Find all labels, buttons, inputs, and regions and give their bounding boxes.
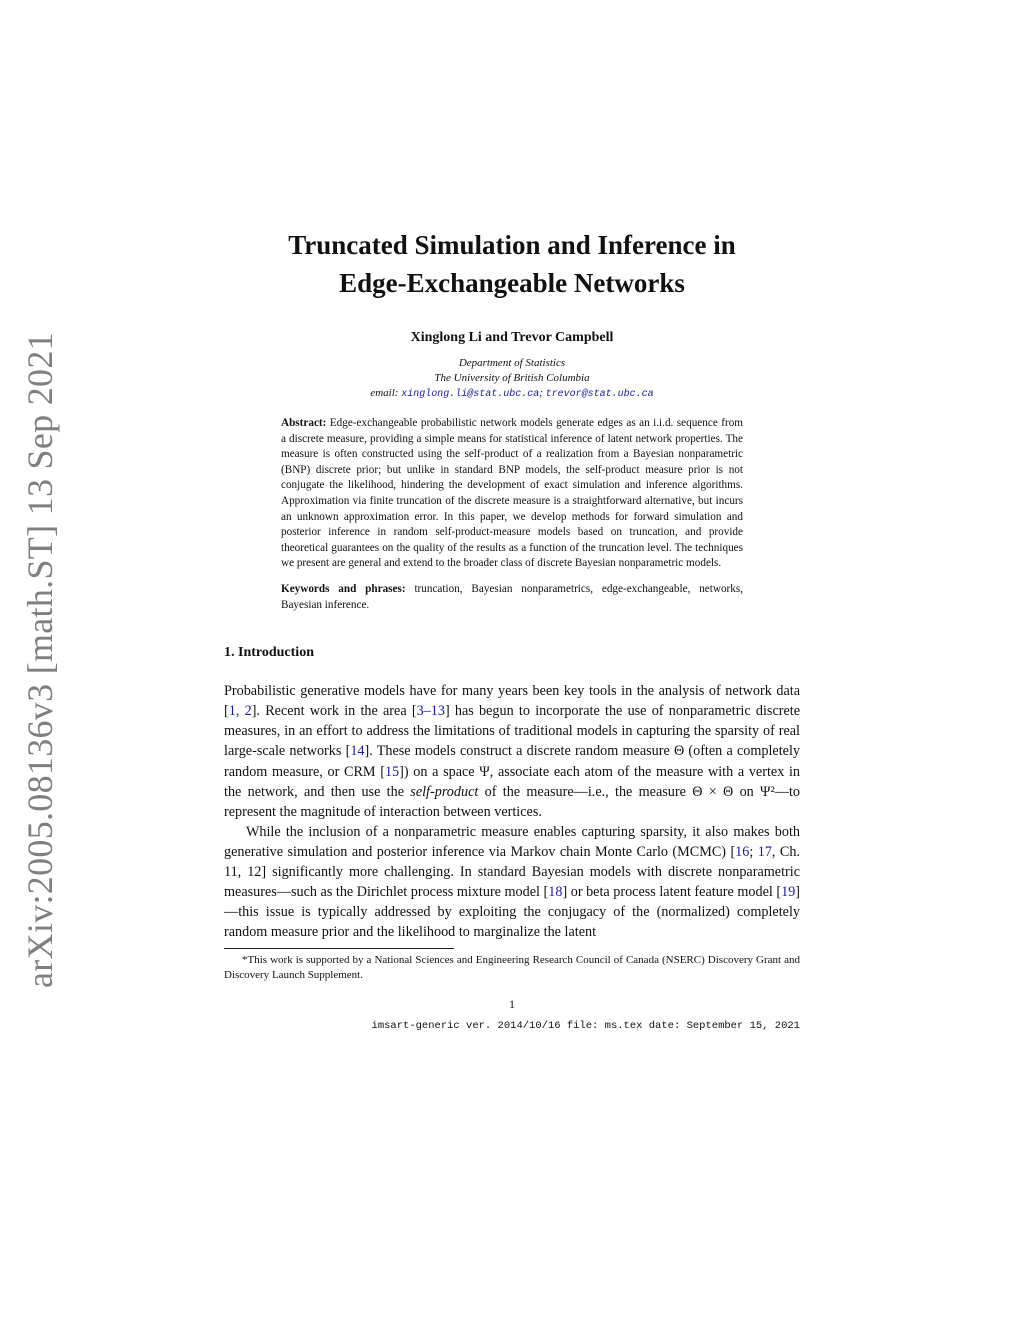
arxiv-watermark [0, 332, 80, 988]
email-separator: ; [539, 387, 543, 399]
text-run: , Ch. 11, 12] significantly more challenging. In standard Bayesian models with discrete nonparametric measures—such as the Dirichlet process mixture model [ [224, 843, 800, 901]
citation-link[interactable]: 17 [757, 843, 772, 860]
emphasis: self-product [410, 783, 479, 800]
imsart-footer: imsart-generic ver. 2014/10/16 file: ms.tex date: September 15, 2021 [371, 1020, 800, 1033]
affiliation [224, 356, 800, 402]
paragraph-2 [224, 822, 800, 943]
keywords-text: truncation, Bayesian nonparametrics, edge-exchangeable, networks, Bayesian inference. [281, 582, 744, 611]
body-text [224, 681, 800, 942]
citation-link[interactable]: 1, 2 [228, 703, 252, 720]
keywords [281, 582, 743, 613]
email-label: email: [370, 387, 399, 399]
department: Department of Statistics [458, 357, 566, 369]
citation-link[interactable]: 14 [350, 743, 365, 760]
email-link-2[interactable]: trevor@stat.ubc.ca [545, 389, 654, 400]
text-run: ]. These models construct a discrete random measure Θ (often a completely random measure, or CRM [ [224, 743, 800, 780]
text-run: ]. Recent work in the area [ [251, 703, 417, 720]
paper-page [224, 226, 800, 1032]
title-line-2: Edge-Exchangeable Networks [339, 268, 685, 298]
text-run: ]—this issue is typically addressed by exploiting the conjugacy of the (normalized) completely random measure prior and the likelihood to marginalize the latent [224, 884, 801, 941]
section-heading: 1. Introduction [224, 645, 314, 661]
text-run: of the measure—i.e., the measure Θ × Θ on Ψ²—to represent the magnitude of interaction between vertices. [224, 783, 800, 820]
text-run: ] has begun to incorporate the use of nonparametric discrete measures, in an effort to address the limitations of traditional models in capturing the sparsity of real large-scale networks [ [224, 703, 801, 760]
citation-link[interactable]: 16 [735, 843, 750, 860]
paper-title [224, 226, 800, 302]
title-line-1: Truncated Simulation and Inference in [288, 230, 736, 260]
abstract [281, 416, 743, 613]
citation-link[interactable]: 15 [384, 763, 400, 780]
citation-link[interactable]: 19 [781, 884, 796, 901]
authors: Xinglong Li and Trevor Campbell [410, 330, 614, 345]
text-run: ]) on a space Ψ, associate each atom of the measure with a vertex in the network, and then use the [224, 763, 800, 800]
page-number: 1 [509, 997, 515, 1012]
abstract-text: Edge-exchangeable probabilistic network models generate edges as an i.i.d. sequence from a discrete measure, providing a simple means for statistical inference of latent network properties. The measure is often constructed using the self-product of a realization from a Bayesian nonparametric (BNP) discrete prior; but unlike in standard BNP models, the self-product measure prior is not conjugate the likelihood, hindering the development of exact simulation and inference algorithms. Approximation via finite truncation of the discrete measure is a straightforward alternative, but incurs an unknown approximation error. In this paper, we develop methods for forward simulation and posterior inference in random self-product-measure models based on truncation, and provide theoretical guarantees on the quality of the results as a function of the truncation level. The techniques we present are general and extend to the broader class of discrete Bayesian nonparametric models. [281, 417, 743, 570]
email-link-1[interactable]: xinglong.li@stat.ubc.ca [401, 389, 540, 400]
arxiv-id: arXiv:2005.08136v3 [math.ST] 13 Sep 2021 [20, 332, 61, 988]
university: The University of British Columbia [434, 372, 590, 384]
text-run: ] or beta process latent feature model [ [562, 884, 782, 901]
text-run: Probabilistic generative models have for many years been key tools in the analysis of network data [ [224, 683, 800, 720]
footnote: *This work is supported by a National Sciences and Engineering Research Council of Canada (NSERC) Discovery Grant and Discovery Launch Supplement. [224, 954, 800, 982]
text-run: ; [749, 843, 758, 860]
citation-link[interactable]: 18 [548, 884, 563, 901]
keywords-label: Keywords and phrases: [281, 582, 406, 595]
text-run: While the inclusion of a nonparametric measure enables capturing sparsity, it also makes both generative simulation and posterior inference via Markov chain Monte Carlo (MCMC) [ [224, 823, 800, 860]
citation-link[interactable]: 3–13 [416, 703, 445, 720]
paragraph-1 [224, 681, 800, 822]
abstract-label: Abstract: [281, 417, 327, 429]
email-line [224, 386, 800, 402]
footnote-rule [224, 948, 454, 949]
